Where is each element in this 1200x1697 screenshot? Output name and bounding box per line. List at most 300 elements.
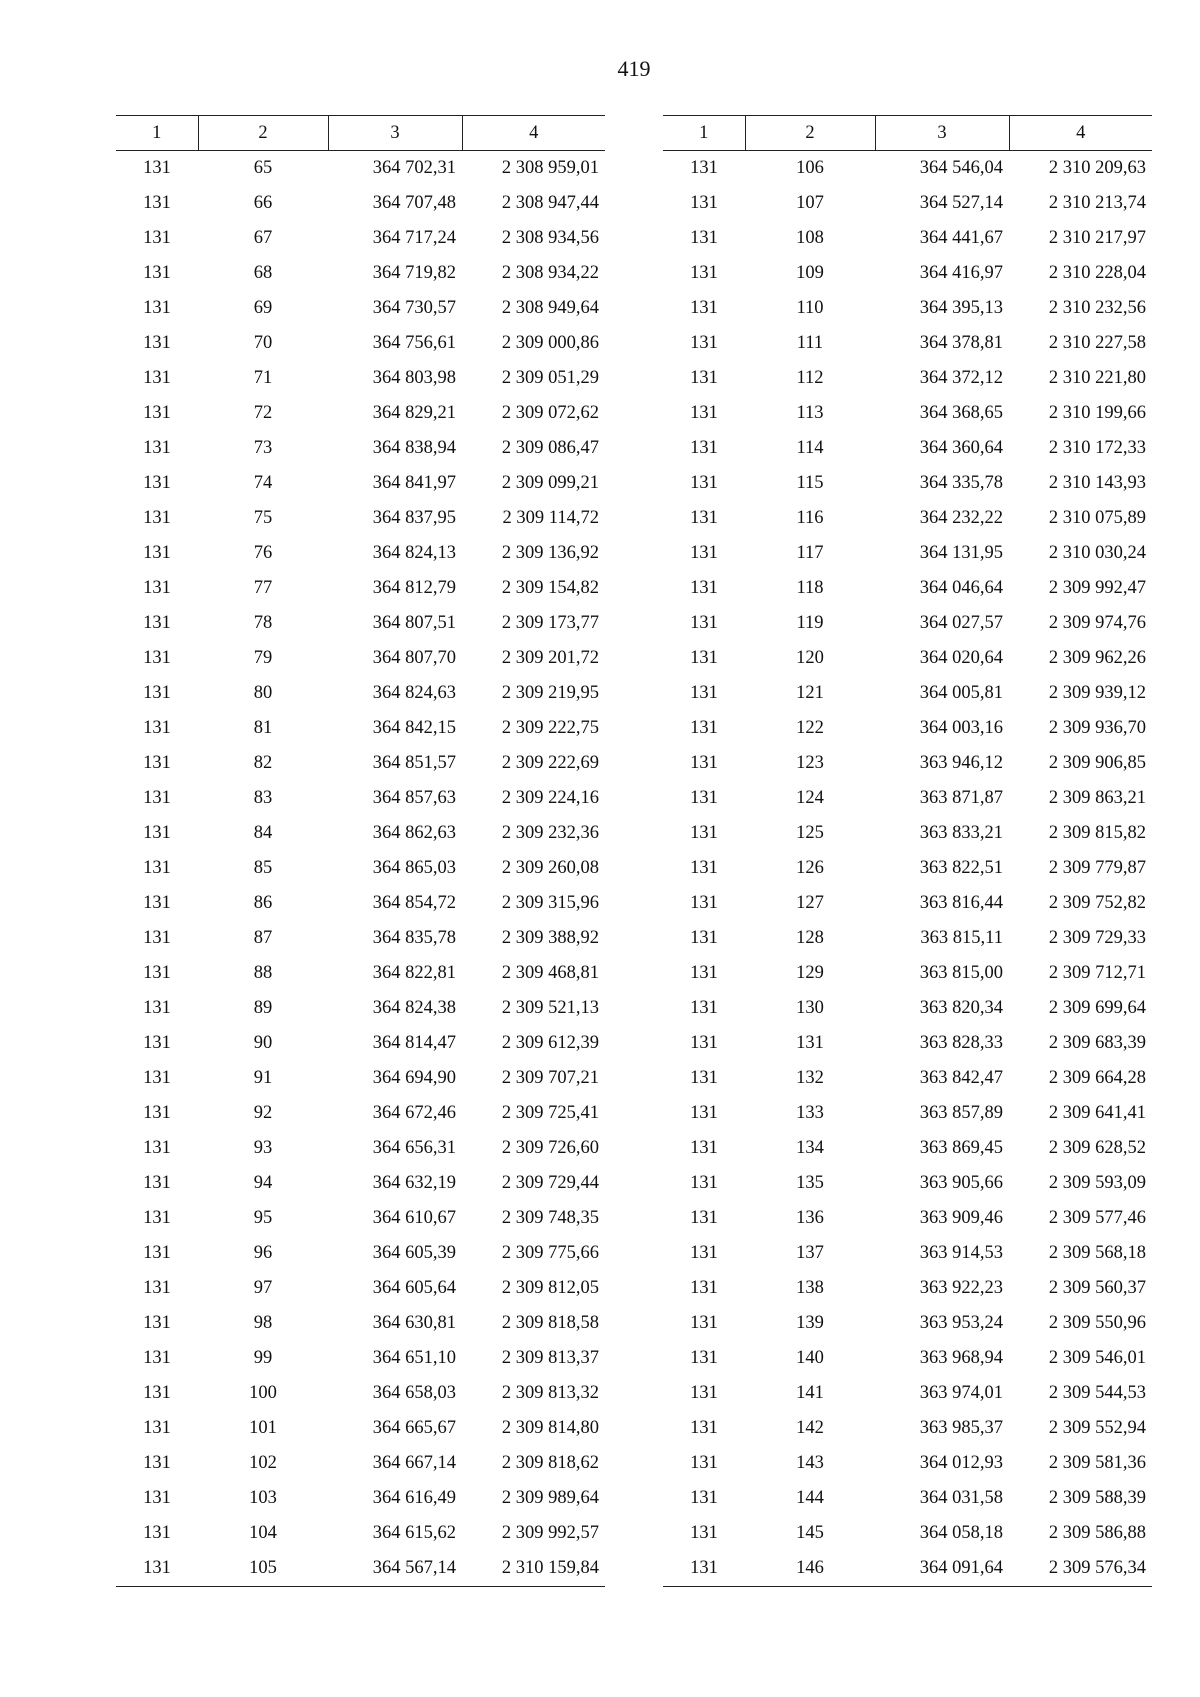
table-row: [116, 1551, 605, 1587]
table-cell-col-2: 74: [253, 473, 273, 493]
table-cell-col-4: 2 308 934,56: [501, 228, 599, 248]
table-cell-col-4: 2 310 232,56: [1048, 298, 1146, 318]
table-cell-col-1: 131: [690, 613, 718, 633]
table-cell-col-4: 2 309 000,86: [501, 333, 599, 353]
table-row: [663, 1061, 1152, 1096]
table-cell-col-3: 364 610,67: [372, 1208, 456, 1228]
table-cell-col-1: 131: [690, 1138, 718, 1158]
table-row: [116, 816, 605, 851]
table-row: [663, 1201, 1152, 1236]
table-cell-col-4: 2 309 521,13: [501, 998, 599, 1018]
table-cell-col-3: 363 869,45: [919, 1138, 1003, 1158]
table-cell-col-1: 131: [690, 1523, 718, 1543]
table-cell-col-2: 100: [249, 1383, 277, 1403]
table-cell-col-4: 2 309 814,80: [501, 1418, 599, 1438]
table-cell-col-3: 364 091,64: [875, 1551, 1009, 1587]
table-cell-col-2: 77: [253, 578, 273, 598]
table-cell-col-3: 363 842,47: [919, 1068, 1003, 1088]
table-cell-col-4: 2 309 224,16: [501, 788, 599, 808]
table-cell-col-1: 131: [143, 1068, 171, 1088]
table-cell-col-4: 2 309 546,01: [1048, 1348, 1146, 1368]
table-cell-col-2: 75: [253, 508, 273, 528]
table-cell-col-1: 131: [143, 718, 171, 738]
table-cell-col-4: 2 310 221,80: [1048, 368, 1146, 388]
table-cell-col-3: 364 058,18: [919, 1523, 1003, 1543]
table-row: [116, 1096, 605, 1131]
table-cell-col-3: 364 616,49: [372, 1488, 456, 1508]
table-cell-col-4: 2 309 173,77: [501, 613, 599, 633]
table-cell-col-2: 85: [253, 858, 273, 878]
table-cell-col-2: 113: [796, 403, 824, 423]
table-cell-col-4: 2 309 593,09: [1048, 1173, 1146, 1193]
table-row: [663, 1411, 1152, 1446]
table-cell-col-2: 76: [253, 543, 273, 563]
table-cell-col-3: 364 658,03: [372, 1383, 456, 1403]
table-cell-col-2: 81: [253, 718, 273, 738]
table-cell-col-3: 364 824,63: [372, 683, 456, 703]
table-cell-col-4: 2 309 992,57: [501, 1523, 599, 1543]
table-cell-col-2: 95: [253, 1208, 273, 1228]
table-cell-col-1: 131: [690, 298, 718, 318]
table-cell-col-4: 2 309 628,52: [1048, 1138, 1146, 1158]
table-cell-col-4: 2 308 949,64: [501, 298, 599, 318]
table-row: [116, 781, 605, 816]
table-cell-col-1: 131: [143, 1488, 171, 1508]
table-cell-col-4: 2 309 552,94: [1048, 1418, 1146, 1438]
coordinates-table-left: [116, 115, 605, 1587]
table-row: [116, 1306, 605, 1341]
table-cell-col-4: 2 309 586,88: [1048, 1523, 1146, 1543]
table-row: [663, 1271, 1152, 1306]
table-row: [663, 851, 1152, 886]
table-cell-col-2: 117: [796, 543, 824, 563]
table-cell-col-3: 364 005,81: [919, 683, 1003, 703]
table-cell-col-1: 131: [143, 1208, 171, 1228]
table-cell-col-2: 97: [253, 1278, 273, 1298]
table-cell-col-1: 131: [690, 1173, 718, 1193]
table-cell-col-2: 80: [253, 683, 273, 703]
table-cell-col-1: 131: [143, 1278, 171, 1298]
table-cell-col-3: 364 707,48: [372, 193, 456, 213]
table-cell-col-3: 364 651,10: [372, 1348, 456, 1368]
table-cell-col-2: 101: [249, 1418, 277, 1438]
table-cell-col-4: 2 309 974,76: [1048, 613, 1146, 633]
table-cell-col-3: 364 824,38: [372, 998, 456, 1018]
table-cell-col-3: 364 360,64: [919, 438, 1003, 458]
table-cell-col-4: 2 309 712,71: [1048, 963, 1146, 983]
table-row: [116, 991, 605, 1026]
table-cell-col-1: 131: [663, 1551, 745, 1587]
table-cell-col-2: 137: [796, 1243, 824, 1263]
table-row: [116, 1446, 605, 1481]
table-cell-col-1: 131: [690, 648, 718, 668]
column-header-1: 1: [116, 116, 198, 151]
table-cell-col-3: 364 667,14: [372, 1453, 456, 1473]
table-cell-col-2: 144: [796, 1488, 824, 1508]
table-cell-col-2: 127: [796, 893, 824, 913]
table-cell-col-3: 364 372,12: [919, 368, 1003, 388]
table-cell-col-3: 363 953,24: [919, 1313, 1003, 1333]
table-cell-col-3: 363 815,00: [919, 963, 1003, 983]
table-row: [116, 1376, 605, 1411]
table-cell-col-3: 364 812,79: [372, 578, 456, 598]
table-cell-col-1: 131: [690, 1348, 718, 1368]
table-cell-col-2: 142: [796, 1418, 824, 1438]
table-row: [663, 361, 1152, 396]
table-cell-col-4: 2 309 936,70: [1048, 718, 1146, 738]
table-row: [663, 256, 1152, 291]
table-cell-col-1: 131: [690, 893, 718, 913]
table-row: [116, 886, 605, 921]
table-header-row: [116, 116, 605, 151]
table-cell-col-4: 2 309 641,41: [1048, 1103, 1146, 1123]
table-cell-col-4: 2 310 209,63: [1048, 158, 1146, 178]
table-cell-col-2: 83: [253, 788, 273, 808]
table-cell-col-1: 131: [690, 158, 718, 178]
table-cell-col-4: 2 309 939,12: [1048, 683, 1146, 703]
table-cell-col-4: 2 309 388,92: [501, 928, 599, 948]
table-cell-col-1: 131: [143, 543, 171, 563]
table-cell-col-4: 2 309 818,62: [501, 1453, 599, 1473]
table-cell-col-1: 131: [143, 928, 171, 948]
table-row: [663, 501, 1152, 536]
table-cell-col-3: 363 985,37: [919, 1418, 1003, 1438]
table-cell-col-2: 94: [253, 1173, 273, 1193]
table-row: [663, 1341, 1152, 1376]
table-cell-col-1: 131: [690, 788, 718, 808]
table-cell-col-3: 364 857,63: [372, 788, 456, 808]
table-cell-col-4: 2 309 707,21: [501, 1068, 599, 1088]
table-row: [116, 326, 605, 361]
table-cell-col-3: 364 854,72: [372, 893, 456, 913]
table-row: [663, 536, 1152, 571]
table-row: [116, 1411, 605, 1446]
table-row: [663, 816, 1152, 851]
table-row: [116, 151, 605, 187]
table-row: [116, 676, 605, 711]
table-cell-col-3: 363 968,94: [919, 1348, 1003, 1368]
table-cell-col-2: 126: [796, 858, 824, 878]
table-cell-col-3: 363 909,46: [919, 1208, 1003, 1228]
table-cell-col-4: 2 309 260,08: [501, 858, 599, 878]
table-row: [663, 956, 1152, 991]
table-cell-col-3: 364 546,04: [919, 158, 1003, 178]
table-row: [663, 291, 1152, 326]
table-cell-col-3: 364 719,82: [372, 263, 456, 283]
table-cell-col-2: 120: [796, 648, 824, 668]
table-cell-col-2: 133: [796, 1103, 824, 1123]
column-header-3: 3: [875, 116, 1009, 151]
table-cell-col-1: 131: [690, 1068, 718, 1088]
table-row: [116, 571, 605, 606]
table-cell-col-3: 364 527,14: [919, 193, 1003, 213]
table-cell-col-3: 363 871,87: [919, 788, 1003, 808]
table-cell-col-4: 2 309 906,85: [1048, 753, 1146, 773]
table-cell-col-2: 121: [796, 683, 824, 703]
table-cell-col-1: 131: [143, 368, 171, 388]
table-cell-col-3: 364 615,62: [372, 1523, 456, 1543]
table-cell-col-2: 130: [796, 998, 824, 1018]
table-cell-col-4: 2 310 199,66: [1048, 403, 1146, 423]
table-cell-col-2: 108: [796, 228, 824, 248]
table-cell-col-2: 112: [796, 368, 824, 388]
table-cell-col-2: 106: [796, 158, 824, 178]
table-row: [663, 711, 1152, 746]
table-cell-col-1: 131: [690, 753, 718, 773]
table-cell-col-1: 131: [690, 718, 718, 738]
table-row: [116, 641, 605, 676]
table-cell-col-4: 2 309 072,62: [501, 403, 599, 423]
table-row: [116, 536, 605, 571]
table-cell-col-4: 2 309 315,96: [501, 893, 599, 913]
table-cell-col-3: 364 012,93: [919, 1453, 1003, 1473]
table-row: [116, 606, 605, 641]
table-cell-col-1: 131: [143, 1173, 171, 1193]
table-cell-col-3: 364 335,78: [919, 473, 1003, 493]
table-cell-col-3: 364 841,97: [372, 473, 456, 493]
table-row: [663, 1446, 1152, 1481]
table-row: [663, 781, 1152, 816]
table-cell-col-3: 363 922,23: [919, 1278, 1003, 1298]
table-cell-col-2: 135: [796, 1173, 824, 1193]
table-cell-col-1: 131: [690, 368, 718, 388]
table-cell-col-3: 363 914,53: [919, 1243, 1003, 1263]
table-cell-col-1: 131: [143, 193, 171, 213]
table-cell-col-1: 131: [690, 473, 718, 493]
table-row: [663, 151, 1152, 187]
table-cell-col-3: 364 837,95: [372, 508, 456, 528]
table-cell-col-2: 125: [796, 823, 824, 843]
table-cell-col-4: 2 309 779,87: [1048, 858, 1146, 878]
table-cell-col-4: 2 309 664,28: [1048, 1068, 1146, 1088]
table-cell-col-2: 138: [796, 1278, 824, 1298]
table-cell-col-2: 93: [253, 1138, 273, 1158]
table-row: [663, 991, 1152, 1026]
table-cell-col-1: 131: [690, 683, 718, 703]
table-cell-col-2: 123: [796, 753, 824, 773]
table-cell-col-2: 105: [198, 1551, 328, 1587]
table-cell-col-2: 82: [253, 753, 273, 773]
table-cell-col-3: 364 702,31: [372, 158, 456, 178]
table-cell-col-4: 2 310 213,74: [1048, 193, 1146, 213]
table-cell-col-3: 363 857,89: [919, 1103, 1003, 1123]
table-cell-col-3: 364 395,13: [919, 298, 1003, 318]
table-cell-col-2: 71: [253, 368, 273, 388]
column-header-2: 2: [198, 116, 328, 151]
table-cell-col-1: 131: [690, 928, 718, 948]
table-row: [663, 676, 1152, 711]
table-cell-col-1: 131: [690, 1418, 718, 1438]
table-cell-col-1: 131: [690, 543, 718, 563]
table-cell-col-1: 131: [690, 1453, 718, 1473]
table-cell-col-4: 2 310 172,33: [1048, 438, 1146, 458]
table-cell-col-2: 84: [253, 823, 273, 843]
table-cell-col-3: 364 807,70: [372, 648, 456, 668]
table-row: [116, 1341, 605, 1376]
table-cell-col-1: 131: [690, 1278, 718, 1298]
table-cell-col-4: 2 309 577,46: [1048, 1208, 1146, 1228]
table-cell-col-4: 2 309 222,75: [501, 718, 599, 738]
table-cell-col-4: 2 309 989,64: [501, 1488, 599, 1508]
table-cell-col-3: 364 835,78: [372, 928, 456, 948]
table-cell-col-3: 364 031,58: [919, 1488, 1003, 1508]
table-row: [663, 1096, 1152, 1131]
table-cell-col-4: 2 309 136,92: [501, 543, 599, 563]
table-cell-col-1: 131: [690, 333, 718, 353]
table-cell-col-1: 131: [690, 508, 718, 528]
table-row: [663, 886, 1152, 921]
table-cell-col-3: 364 630,81: [372, 1313, 456, 1333]
table-row: [663, 221, 1152, 256]
page-number: 419: [617, 56, 651, 81]
table-cell-col-1: 131: [143, 858, 171, 878]
table-cell-col-4: 2 309 729,44: [501, 1173, 599, 1193]
table-cell-col-4: 2 310 217,97: [1048, 228, 1146, 248]
table-cell-col-2: 122: [796, 718, 824, 738]
column-header-3: 3: [328, 116, 462, 151]
table-cell-col-4: 2 309 812,05: [501, 1278, 599, 1298]
table-cell-col-4: 2 309 962,26: [1048, 648, 1146, 668]
table-row: [116, 221, 605, 256]
table-cell-col-2: 143: [796, 1453, 824, 1473]
table-row: [663, 1166, 1152, 1201]
table-cell-col-1: 131: [143, 1313, 171, 1333]
table-cell-col-2: 128: [796, 928, 824, 948]
table-row: [663, 641, 1152, 676]
table-cell-col-1: 131: [143, 823, 171, 843]
table-cell-col-4: 2 309 818,58: [501, 1313, 599, 1333]
table-cell-col-3: 364 020,64: [919, 648, 1003, 668]
table-cell-col-4: 2 309 232,36: [501, 823, 599, 843]
table-cell-col-2: 131: [796, 1033, 824, 1053]
table-cell-col-4: 2 309 729,33: [1048, 928, 1146, 948]
table-cell-col-2: 78: [253, 613, 273, 633]
table-cell-col-4: 2 308 947,44: [501, 193, 599, 213]
table-cell-col-1: 131: [690, 263, 718, 283]
table-row: [116, 1481, 605, 1516]
table-cell-col-4: 2 309 201,72: [501, 648, 599, 668]
table-row: [116, 396, 605, 431]
table-cell-col-3: 363 905,66: [919, 1173, 1003, 1193]
table-row: [116, 186, 605, 221]
table-cell-col-1: 131: [690, 228, 718, 248]
table-cell-col-1: 131: [143, 298, 171, 318]
table-cell-col-3: 364 368,65: [919, 403, 1003, 423]
table-row: [663, 1481, 1152, 1516]
table-row: [663, 921, 1152, 956]
table-row: [663, 431, 1152, 466]
table-cell-col-2: 88: [253, 963, 273, 983]
table-cell-col-3: 364 632,19: [372, 1173, 456, 1193]
table-cell-col-3: 364 756,61: [372, 333, 456, 353]
table-cell-col-1: 131: [690, 1313, 718, 1333]
table-cell-col-3: 364 605,64: [372, 1278, 456, 1298]
table-cell-col-4: 2 310 143,93: [1048, 473, 1146, 493]
table-header-row: [663, 116, 1152, 151]
table-row: [116, 1236, 605, 1271]
table-cell-col-3: 363 815,11: [920, 928, 1003, 948]
table-cell-col-1: 131: [690, 438, 718, 458]
table-cell-col-2: 86: [253, 893, 273, 913]
table-cell-col-1: 131: [690, 963, 718, 983]
table-cell-col-2: 65: [253, 158, 273, 178]
column-header-2: 2: [745, 116, 875, 151]
table-cell-col-4: 2 309 219,95: [501, 683, 599, 703]
table-cell-col-4: 2 309 815,82: [1048, 823, 1146, 843]
table-cell-col-1: 131: [143, 1103, 171, 1123]
table-cell-col-4: 2 309 560,37: [1048, 1278, 1146, 1298]
table-cell-col-2: 119: [796, 613, 824, 633]
table-cell-col-4: 2 309 581,36: [1048, 1453, 1146, 1473]
table-cell-col-1: 131: [690, 1103, 718, 1123]
table-cell-col-4: 2 308 959,01: [501, 158, 599, 178]
table-cell-col-1: 131: [690, 193, 718, 213]
table-cell-col-1: 131: [143, 753, 171, 773]
table-cell-col-3: 364 027,57: [919, 613, 1003, 633]
table-cell-col-1: 131: [143, 1033, 171, 1053]
table-row: [663, 606, 1152, 641]
table-cell-col-4: 2 310 159,84: [462, 1551, 605, 1587]
table-cell-col-2: 145: [796, 1523, 824, 1543]
table-cell-col-1: 131: [143, 1523, 171, 1543]
table-row: [116, 1131, 605, 1166]
table-cell-col-1: 131: [143, 263, 171, 283]
table-cell-col-3: 364 605,39: [372, 1243, 456, 1263]
table-cell-col-3: 364 862,63: [372, 823, 456, 843]
table-cell-col-4: 2 309 544,53: [1048, 1383, 1146, 1403]
column-header-4: 4: [462, 116, 605, 151]
table-cell-col-2: 103: [249, 1488, 277, 1508]
table-cell-col-4: 2 309 813,37: [501, 1348, 599, 1368]
table-cell-col-1: 131: [143, 473, 171, 493]
table-cell-col-1: 131: [690, 1383, 718, 1403]
table-cell-col-2: 69: [253, 298, 273, 318]
table-cell-col-1: 131: [690, 1033, 718, 1053]
table-cell-col-3: 364 803,98: [372, 368, 456, 388]
table-cell-col-1: 131: [143, 1453, 171, 1473]
table-cell-col-1: 131: [143, 228, 171, 248]
table-cell-col-1: 131: [143, 403, 171, 423]
table-cell-col-3: 364 824,13: [372, 543, 456, 563]
table-cell-col-3: 364 829,21: [372, 403, 456, 423]
table-row: [663, 326, 1152, 361]
table-cell-col-2: 72: [253, 403, 273, 423]
table-cell-col-1: 131: [143, 788, 171, 808]
table-cell-col-1: 131: [143, 438, 171, 458]
table-cell-col-3: 363 833,21: [919, 823, 1003, 843]
table-row: [663, 466, 1152, 501]
table-cell-col-3: 364 567,14: [328, 1551, 462, 1587]
table-cell-col-2: 141: [796, 1383, 824, 1403]
table-row: [116, 746, 605, 781]
table-cell-col-4: 2 309 051,29: [501, 368, 599, 388]
table-cell-col-2: 115: [796, 473, 824, 493]
table-cell-col-4: 2 310 075,89: [1048, 508, 1146, 528]
table-cell-col-2: 102: [249, 1453, 277, 1473]
table-row: [116, 501, 605, 536]
table-cell-col-3: 364 730,57: [372, 298, 456, 318]
table-cell-col-4: 2 309 154,82: [501, 578, 599, 598]
table-row: [663, 396, 1152, 431]
table-row: [116, 1271, 605, 1306]
table-cell-col-1: 131: [143, 578, 171, 598]
table-cell-col-4: 2 309 099,21: [501, 473, 599, 493]
table-cell-col-1: 131: [143, 998, 171, 1018]
table-cell-col-3: 364 865,03: [372, 858, 456, 878]
table-cell-col-3: 364 378,81: [919, 333, 1003, 353]
table-cell-col-1: 131: [690, 1208, 718, 1228]
table-cell-col-1: 131: [143, 1138, 171, 1158]
